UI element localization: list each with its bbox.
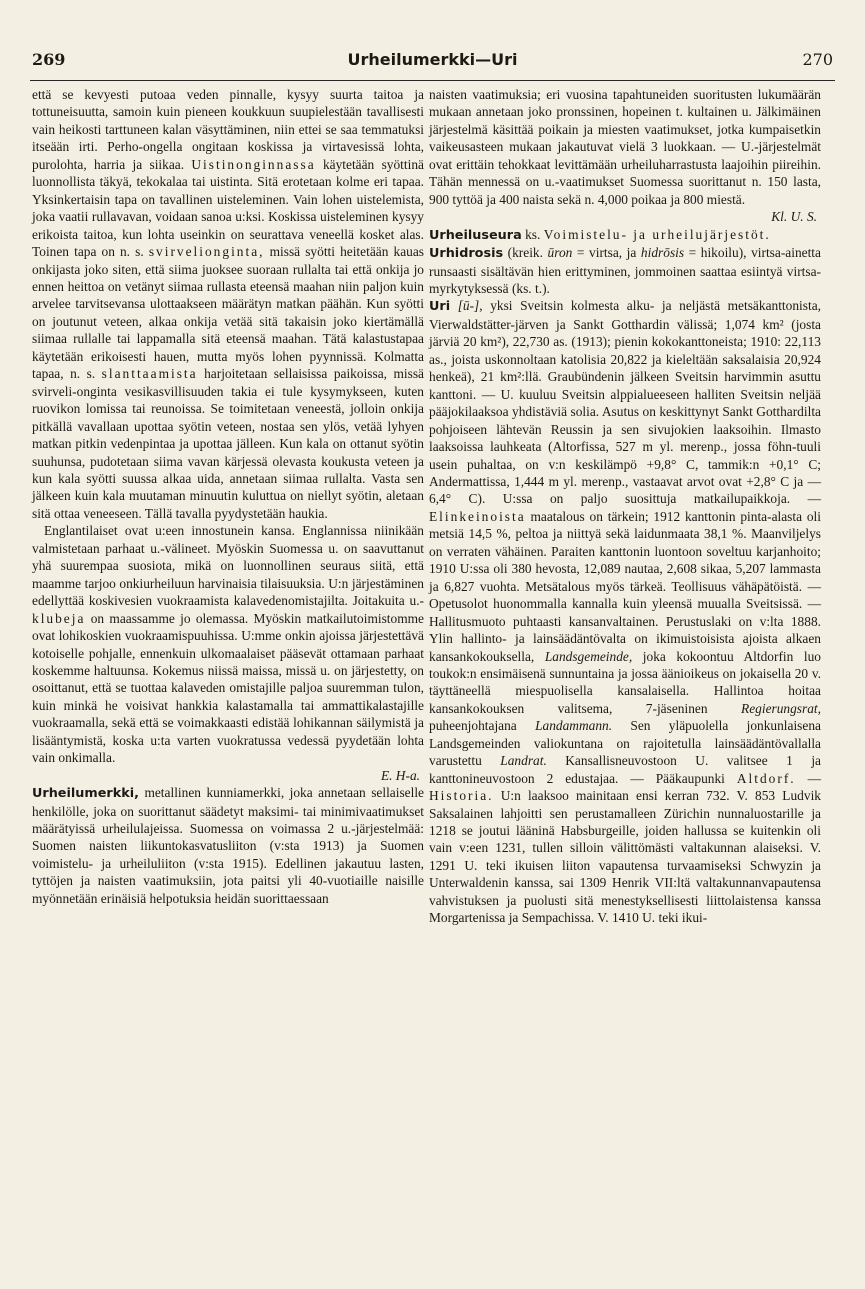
- author-signature: E. H-a.: [380, 767, 420, 783]
- right-column: [429, 86, 821, 1281]
- page-number-right: 270: [802, 50, 833, 69]
- header-rule: [30, 80, 835, 81]
- headword: Urheiluseura: [429, 227, 522, 243]
- page-number-left: 269: [32, 50, 66, 69]
- headword: Urheilumerkki,: [32, 786, 139, 802]
- page-header: [30, 50, 835, 74]
- left-column: [32, 86, 424, 1281]
- article-urheilumerkki: Urheilumerkki, metallinen kunniamerkki, joka annetaan sellaiselle henkilölle, joka on suorittanut säädetyt maksimi- tai minimivaatimukset määrätyissä urheilulajeissa. Suomessa on voimassa 2 u.-järjestelmää: Suomen naisten liikuntokasvatusliiton (v:sta 1913) ja Suomen voimistelu- ja urheiluliiton (v:sta 1915). Edellinen jakautuu lasten, tyttöjen ja naisten vaatimuksiin, jota paitsi yli 40-vuotiaille naisille myönnetään erinäisiä helpotuksia heidän suorittaessaan: [32, 785, 425, 906]
- article-urheiluseura: Urheiluseura ks. Voimistelu- ja urheilujärjestöt.: [429, 226, 771, 243]
- article-continuation: naisten vaatimuksia; eri vuosina tapahtuneiden suoritusten lukumäärän mukaan annetaan joko pronssinen, hopeinen t. kultainen u. Jälkimäinen järjestelmä käsittää poikain ja miesten vaatimukset, jotka kumpaisetkin vaikeusasteen mukaan jakautuvat vielä 3 luokkaan. — U.-järjestelmät ovat erittäin tehokkaat levittämään urheiluharrastusta laajoihin piireihin. Tähän mennessä on u.-vaatimukset Suomessa suorittanut n. 150 lasta, 900 tyttöä ja 400 naista sekä n. 4,000 poikaa ja 800 miestä.: [429, 87, 821, 207]
- running-title: Urheilumerkki—Uri: [347, 50, 518, 69]
- article-uri: Uri [ū-], yksi Sveitsin kolmesta alku- ja neljästä metsäkanttonista, Vierwaldstätter-järven ja Sankt Gotthardin välissä; 1,074 km² (josta järviä 20 km²), 22,730 as. (1913); pienin kokokanttoneista; 1910: 22,113 as., joista uskonnoltaan katolisia 20,822 ja kieleltään saksalaisia 20,924 henkeä), 21 km²:llä. Graubündenin jälkeen Sveitsin harvimmin asuttu kanttoni. — U. kuuluu Sveitsin alppialueeseen halliten Sveitsin neljää pääjokilaaksoa yhdistäviä solia. Asutus on keskittynyt Sankt Gotthardilta pohjoiseen lähtevän Reussin ja sen sivujokien laaksoihin. Ilmasto laaksoissa lauhkeata (Altorfissa, 527 m yl. merenp., jossa föhn-tuuli usein puhaltaa, on v:n keskilämpö +9,8° C, tammik:n +0,1° C; Andermattissa, 1,444 m yl. merenp., vastaavat arvot ovat +2,8° C ja —6,4° C). U:ssa on paljo suosittuja matkailupaikkoja. — Elinkeinoista maatalous on tärkein; 1912 kanttonin pinta-alasta oli metsiä 14,5 %, peltoa ja niittyä sekä laidunmaata 38,1 %. Maanviljelys on verraten vähäinen. Paraiten kanttonin luontoon soveltuu karjanhoito; 1910 U:ssa oli 380 hevosta, 12,089 nautaa, 2,608 sikaa, 5,207 lammasta ja 6,827 vuohta. Metsätalous myös tärkeä. Teollisuus vähäpätöistä. — Opetusolot huonommalla kannalla kuin yleensä muualla Sveitsissä. — Hallitusmuoto puhtaasti kansanvaltainen. Perustuslaki on v:lta 1888. Ylin hallinto- ja lainsäädäntövalta on ikimuistoisista ajoista alkaen kansankokouksella, Landsgemeinde, joka kokoontuu Altdorfin luo toukok:n ensimäisenä sunnuntaina ja jossa äänioikeus on jokaisella 20 v. täyttäneellä miespuolisella kansalaisella. Hallintoa hoitaa kansankokouksen valitsema, 7-jäseninen Regierungsrat, puheenjohtajana Landammann. Sen yläpuolella jonkunlaisena Landsgemeinden valiokuntana on rajoitetulla lainsäädäntövallalla varustettu Landrat. Kansallisneuvostoon U. valitsee 1 ja kanttonineuvostoon 2 edustajaa. — Pääkaupunki Altdorf. — Historia. U:n laaksoo mainitaan ensi kerran 732. V. 853 Ludvik Saksalainen lahjoitti sen perustamalleen Zürichin nunnaluostarille ja 1218 se joutui lääninä Habsburgeille, joiden hallussa se kuitenkin oli vain v:een 1231, tullen silloin välittömästi valtakunnan alaiseksi. V. 1291 U. teki ikuisen liiton vapautensa turvaamiseksi Schwyzin ja Unterwaldenin kanssa, sai 1309 Henrik VII:ltä valtakunnanvapautensa vahvistuksen ja puolusti sitä menestyksellisesti liittolaistensa kanssa Morgartenissa ja Sempachissa. V. 1410 U. teki ikui-: [429, 298, 821, 926]
- headword: Urhidrosis: [429, 246, 504, 262]
- headword: Uri: [429, 299, 451, 315]
- article-continuation: että se kevyesti putoaa veden pinnalle, kysyy suurta taitoa ja tottuneisuutta, samoin kuin pieneen koukkuun suupielestään tavallisesti vain heikosti tarttuneen kalan väsyttäminen, niin ettei se saa temmatuksi itseään irti. Perho-ongella ongitaan koskissa ja virtavesissä lohta, purolohta, harria ja siikaa. Uistinonginnassa käytetään syöttinä luonnollista täkyä, tekokalaa tai uistinta. Sitä erotetaan kolme eri tapaa. Yksinkertaisin tapa on tavallinen uisteleminen. Vain lohen uistelemista, joka vaatii rullavavan, voidaan sanoa u:ksi. Koskissa uisteleminen kysyy erikoista taitoa, kun lohta useinkin on seurattava veneellä kosket alas. Toinen tapa on n. s. svirvelionginta, missä syötti heitetään kauas onkijasta joko siten, että siima juoksee suoraan rullalta tai että onkija jo ennen heittoa on vetänyt siimaa rullasta eteensä maahan niin paljon kuin arvelee tarvitsevansa ulottaakseen määrätyn matkan päähän. Kun syötti on joutunut veteen, alkaa onkija vetää sitä takaisin joko kiertämällä siimaa rullalle tai lappamalla sitä eteensä maahan. Tätä kalastustapaa käytetään erikoisesti hauen, mutta myös lohen pyynnissä. Kolmatta tapaa, n. s. slanttaamista harjoitetaan sellaisissa paikoissa, missä svirveli-onginta vesikasvillisuuden takia ei tule kysymykseen, kuten ruovikon lomissa tai reunoissa. Se toimitetaan veneestä, jolloin onkija pitkällä vavallaan upottaa syötin veteen, nostaa sen ylös, vetää lyhyen matkan pitkin vedenpintaa ja upottaa jälleen. Kun kala on ottanut syötin suuhunsa, pudotetaan siima vavan kärjessä olevasta koukusta veteen ja kun kala syötti suussa alkaa uida, annetaan siimaa rullalta. Vasta sen jälkeen kuin kala muutaman minuutin kuluttua on niellyt syötin, aletaan sitä ottaa veneeseen. Tällä tavalla pyydystetään haukia.: [32, 87, 424, 521]
- article-paragraph: Englantilaiset ovat u:een innostunein kansa. Englannissa niinikään valmistetaan parhaat u.-välineet. Myöskin Suomessa u. on saavuttanut yhä suurempaa suosiota, mikä on luonnollinen seuraus siitä, että maamme tarjoo onkiurheiluun harvinaisia tilaisuuksia. U:n järjestäminen edellyttää koskivesien vuokraamista kalavedenomistajilta. Joitakuita u.-klubeja on maassamme jo olemassa. Myöskin matkailutoimistomme ovat lohikoskien vuokraamispuuhissa. U:mme onkin ajoissa järjestettävä kotoiselle pohjalle, ennenkuin ulkomaalaiset pääsevät ottamaan parhaat koskemme haltuunsa. Kokemus niissä maissa, missä u. on järjestetty, on osoittanut, että se tuottaa kalaveden omistajille paljoa suuremman tulon, kuin minkä he voisivat hankkia kalastamalla tai ammattikalastajille vuokraamalla, sekä että se voimakkaasti edistää lohikannan säilymistä ja lisääntymistä, koska u:ta varten vuokratussa vedessä pyydetään lohta vain onkimalla.: [32, 523, 424, 766]
- article-urhidrosis: Urhidrosis (kreik. ūron = virtsa, ja hidrōsis = hikoilu), virtsa-ainetta runsaasti sisältävän hien erittyminen, jommoinen saattaa esiintyä virtsa-myrkytyksessä (ks. t.).: [429, 245, 821, 296]
- author-signature: Kl. U. S.: [771, 209, 817, 225]
